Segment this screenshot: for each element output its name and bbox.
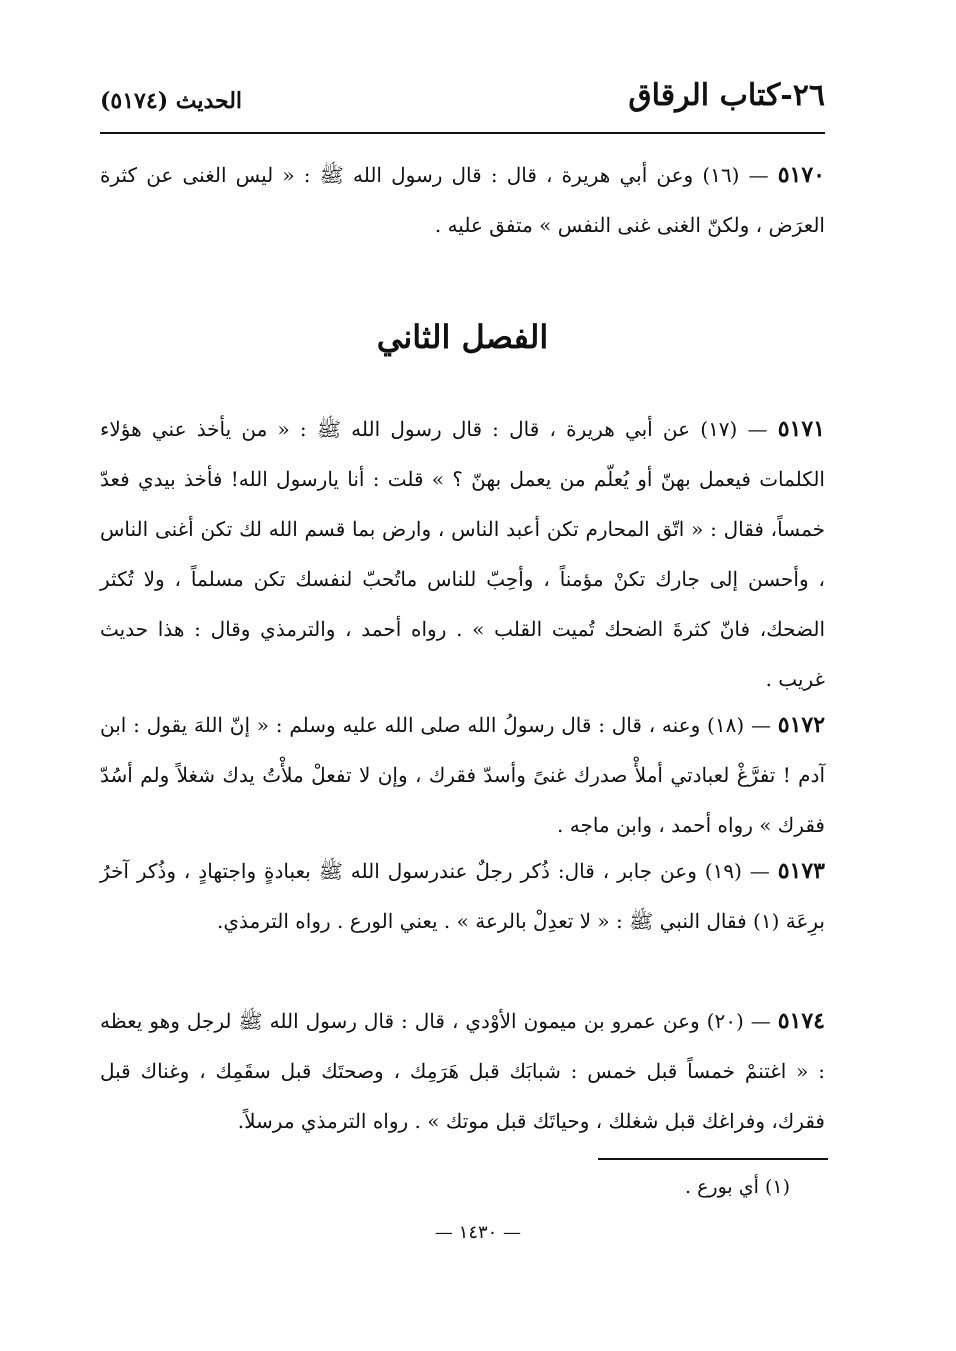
hadith-paragraph — [100, 150, 825, 250]
section-title: الفصل الثاني — [376, 318, 549, 356]
footnote-divider — [598, 1158, 828, 1160]
book-title: ٢٦-كتاب الرقاق — [628, 78, 825, 113]
hadith-paragraph — [100, 404, 825, 704]
hadith-paragraph — [100, 846, 825, 946]
hadith-number: ٥١٧٠ — [777, 162, 825, 188]
hadith-number: ٥١٧١ — [777, 416, 825, 442]
header-divider — [100, 132, 825, 134]
hadith-text: — (١٦) وعن أبي هريرة ، قال : قال رسول الله ﷺ : « ليس الغنى عن كثرة العرَض ، ولكنّ الغنى غنى النفس » متفق عليه . — [100, 163, 825, 237]
hadith-text: — (١٧) عن أبي هريرة ، قال : قال رسول الله ﷺ : « من يأخذ عني هؤلاء الكلمات فيعمل بهنّ أو يُعلّم من يعمل بهنّ ؟ » قلت : أنا يارسول الله! فأخذ بيدي فعدّ خمساً، فقال : « اتّق المحارم تكن أعبد الناس ، وارض بما قسم الله لك تكن أغنى الناس ، وأحسن إلى جارك تكنْ مؤمناً ، وأحِبّ للناس ماتُحبّ لنفسك تكن مسلماً ، ولا تُكثر الضحك، فانّ كثرةَ الضحك تُميت القلب » . رواه أحمد ، والترمذي وقال : هذا حديث غريب . — [100, 417, 825, 691]
hadith-number: ٥١٧٢ — [777, 712, 826, 738]
hadith-number: ٥١٧٣ — [777, 858, 825, 884]
hadith-paragraph — [100, 700, 825, 850]
footnote: (١) أي بورع . — [685, 1176, 790, 1198]
page-header — [100, 78, 825, 124]
hadith-number: ٥١٧٤ — [777, 1008, 825, 1034]
hadith-text: — (١٨) وعنه ، قال : قال رسولُ الله صلى الله عليه وسلم : « إنّ اللهَ يقول : ابن آدم ! تفرَّغْ لعبادتي أملأْ صدرك غنىً وأسدّ فقرك ، وإن لا تفعلْ ملأْتُ يدك شغلاً ولم أسُدّ فقرك » رواه أحمد ، وابن ماجه . — [100, 713, 825, 837]
page-number: — ١٤٣٠ — — [434, 1222, 522, 1243]
hadith-reference: الحديث (٥١٧٤) — [100, 88, 243, 114]
hadith-paragraph — [100, 996, 825, 1146]
hadith-text: — (٢٠) وعن عمرو بن ميمون الأوْدي ، قال : قال رسول الله ﷺ لرجل وهو يعظه : « اغتنمْ خمساً قبل خمس : شبابَك قبل هَرَمِك ، وصحتَك قبل سقَمِك ، وغناك قبل فقرك، وفراغك قبل شغلك ، وحياتَك قبل موتك » . رواه الترمذي مرسلاً. — [100, 1009, 825, 1133]
hadith-text: — (١٩) وعن جابر ، قال: ذُكر رجلٌ عندرسول الله ﷺ بعبادةٍ واجتهادٍ ، وذُكر آخرُ برِعَة (١) فقال النبي ﷺ : « لا تعدِلْ بالرعة » . يعني الورع . رواه الترمذي. — [100, 859, 825, 933]
